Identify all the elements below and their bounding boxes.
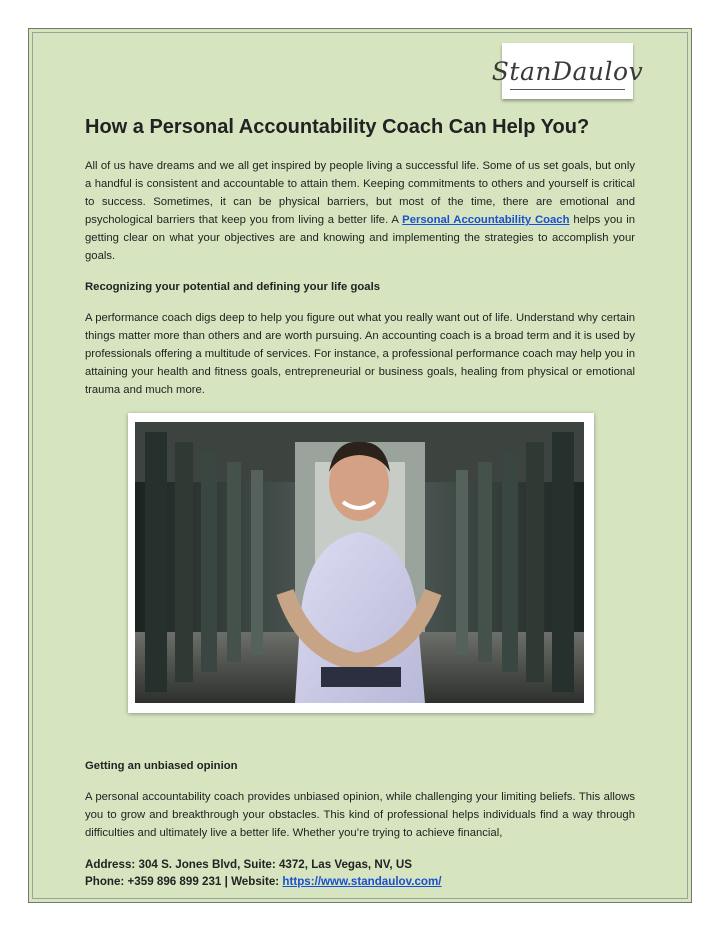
- intro-text-before: All of us have dreams and we all get inspired by people living a successful life. Some of us set goals, but only a handful is consistent and accountable to attain them. Keeping commitments to others and yourself is critical to success. Sometimes, it can be physical barriers, but most of the time, there are emotional and psychological barriers that keep you from living a better life. A: [85, 160, 635, 227]
- section-heading-opinion: Getting an unbiased opinion: [85, 760, 238, 772]
- section-body-opinion: A personal accountability coach provides unbiased opinion, while challenging your limiting beliefs. This allows you to grow and breakthrough your obstacles. This kind of professional helps individuals find a way through difficulties and ultimately live a better life. Whether you’re trying to achieve financial,: [85, 791, 635, 840]
- website-link[interactable]: https://www.standaulov.com/: [282, 875, 442, 888]
- footer-separator: |: [224, 875, 228, 888]
- logo-text: StanDaulov: [491, 56, 644, 86]
- coach-photo-frame: [128, 413, 594, 713]
- brand-logo: [491, 43, 644, 99]
- personal-accountability-coach-link[interactable]: Personal Accountability Coach: [402, 214, 570, 227]
- coach-photo-illustration: [135, 422, 584, 703]
- address-value: 304 S. Jones Blvd, Suite: 4372, Las Vegas, NV, US: [138, 858, 412, 871]
- footer-address: [85, 858, 645, 871]
- phone-label: Phone:: [85, 875, 125, 888]
- section-body-potential: A performance coach digs deep to help you figure out what you really want out of life. Understand why certain things matter more than others and are worth pursuing. An accounting coach is a broad term and it is used by professionals offering a multitude of services. For instance, a professional performance coach may help you in attaining your health and fitness goals, entrepreneurial or business goals, healing from physical or emotional trauma and much more.: [85, 312, 635, 397]
- intro-text-after: helps you in getting clear on what your objectives are and knowing and implementing the strategies to accomplish your goals.: [85, 214, 636, 263]
- coach-photo: [135, 422, 584, 703]
- footer-contact: [85, 875, 645, 888]
- logo-underline: [510, 89, 625, 90]
- phone-value: +359 896 899 231: [127, 875, 222, 888]
- article-title: How a Personal Accountability Coach Can Help You?: [85, 116, 590, 138]
- address-label: Address:: [85, 858, 136, 871]
- section-heading-potential: Recognizing your potential and defining your life goals: [85, 281, 380, 293]
- website-label: Website:: [231, 875, 280, 888]
- document-page: [28, 28, 692, 903]
- intro-paragraph: [85, 157, 635, 266]
